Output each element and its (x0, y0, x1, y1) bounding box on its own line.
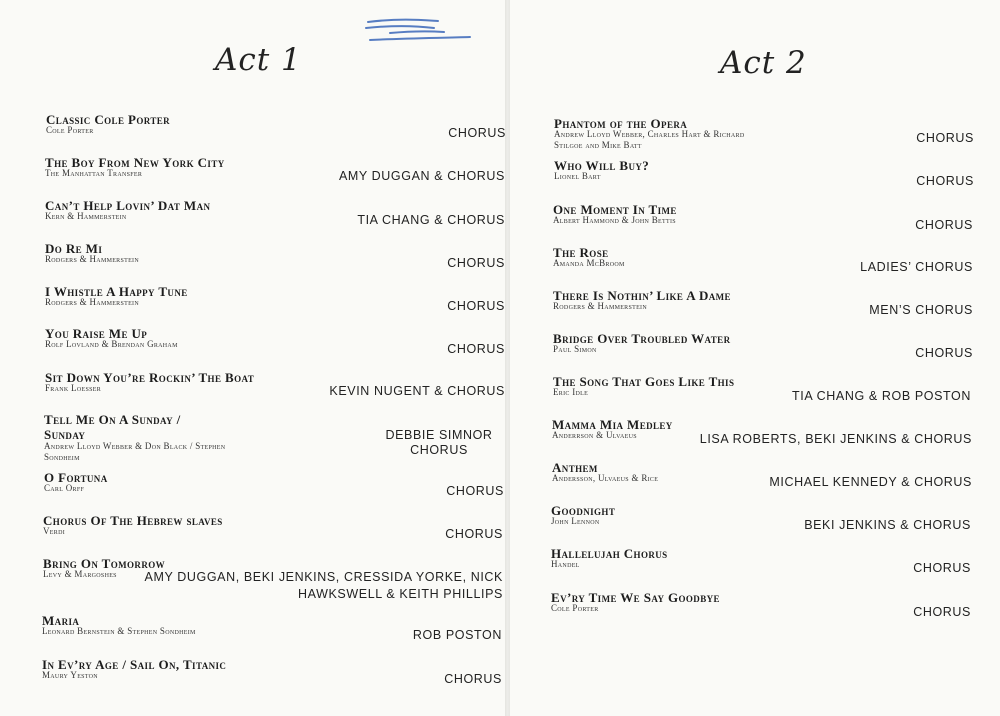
song-title: There Is Nothin’ Like A Dame (553, 288, 731, 303)
song-composer: Albert Hammond & John Bettis (553, 215, 676, 225)
act2-song (554, 116, 974, 158)
act1-song (45, 241, 505, 281)
song-title: Maria (42, 613, 80, 628)
song-composer: Frank Loesser (45, 383, 101, 393)
song-composer: Andrew Lloyd Webber & Don Black / Stephen Sondheim (44, 441, 226, 462)
act1-song (43, 556, 503, 602)
song-composer: Eric Idle (553, 387, 589, 397)
song-title: The Song That Goes Like This (553, 374, 735, 389)
act2-song (552, 417, 972, 457)
pen-scribble-mark (360, 14, 490, 48)
song-title: Anthem (552, 460, 598, 475)
song-title: In Ev’ry Age / Sail On, Titanic (42, 657, 227, 672)
song-title: Can’t Help Lovin’ Dat Man (45, 198, 211, 213)
song-composer: Cole Porter (46, 125, 94, 135)
song-composer: Cole Porter (551, 603, 599, 613)
act2-song (553, 374, 973, 414)
song-performer: LADIES’ CHORUS (860, 260, 973, 274)
song-performer: CHORUS (915, 218, 973, 232)
song-composer: The Manhattan Transfer (45, 168, 143, 178)
act1-song (43, 513, 503, 553)
act2-song (551, 590, 971, 630)
act1-song (44, 470, 504, 510)
act2-song (553, 288, 973, 328)
song-performer: CHORUS (915, 346, 973, 360)
song-title: Mamma Mia Medley (552, 417, 673, 432)
song-title: I Whistle A Happy Tune (45, 284, 188, 299)
act-1-title: Act 1 (215, 42, 302, 78)
song-performer: CHORUS (913, 605, 971, 619)
song-composer: Kern & Hammerstein (45, 211, 127, 221)
song-title: Do Re Mi (45, 241, 103, 256)
act2-song (551, 503, 971, 543)
act2-song (554, 158, 974, 198)
song-performer: TIA CHANG & CHORUS (357, 213, 505, 227)
act1-song (42, 613, 502, 653)
song-performer: AMY DUGGAN & CHORUS (338, 169, 505, 183)
song-composer: Handel (551, 559, 580, 569)
song-composer: Verdi (43, 526, 65, 536)
act2-song (553, 331, 973, 371)
song-composer: Carl Orff (44, 483, 85, 493)
song-composer: Andrew Lloyd Webber, Charles Hart & Richard Stilgoe and Mike Batt (554, 129, 745, 150)
song-performer: CHORUS (446, 484, 504, 498)
song-composer: Anderrson & Ulvaeus (552, 430, 637, 440)
song-composer: Paul Simon (553, 344, 597, 354)
song-title: Phantom of the Opera (554, 116, 688, 131)
song-performer: ROB POSTON (412, 628, 502, 642)
act1-song (45, 284, 505, 324)
act2-song (552, 460, 972, 500)
song-composer: Rodgers & Hammerstein (45, 297, 139, 307)
act1-song (45, 155, 505, 195)
song-title: Bring On Tomorrow (43, 556, 166, 571)
song-performer: CHORUS (445, 527, 503, 541)
song-composer: Rodgers & Hammerstein (45, 254, 139, 264)
act2-song (553, 245, 973, 285)
song-performer: CHORUS (447, 342, 505, 356)
song-composer: Rolf Lovland & Brendan Graham (45, 339, 178, 349)
song-composer: Amanda McBroom (553, 258, 625, 268)
song-performer: MEN’S CHORUS (869, 303, 973, 317)
act1-song (46, 112, 506, 152)
act2-song (551, 546, 971, 586)
song-performer: CHORUS (916, 174, 974, 188)
song-performer: CHORUS (916, 131, 974, 145)
song-title: Tell Me On A Sunday / Sunday (44, 412, 181, 442)
song-title: Classic Cole Porter (46, 112, 171, 127)
song-performer: DEBBIE SIMNOR CHORUS (385, 428, 493, 457)
song-composer: Maury Yeston (42, 670, 98, 680)
song-performer: CHORUS (447, 299, 505, 313)
song-title: Sit Down You’re Rockin’ The Boat (45, 370, 255, 385)
act1-song (45, 326, 505, 366)
song-performer: CHORUS (447, 256, 505, 270)
song-composer: Rodgers & Hammerstein (553, 301, 647, 311)
song-performer: CHORUS (913, 561, 971, 575)
song-title: One Moment In Time (553, 202, 677, 217)
song-performer: MICHAEL KENNEDY & CHORUS (769, 475, 972, 489)
song-performer: CHORUS (448, 126, 506, 140)
song-title: The Rose (553, 245, 609, 260)
song-title: O Fortuna (44, 470, 108, 485)
song-title: Who Will Buy? (554, 158, 650, 173)
song-performer: KEVIN NUGENT & CHORUS (329, 384, 505, 398)
song-title: Ev’ry Time We Say Goodbye (551, 590, 720, 605)
song-performer: AMY DUGGAN, BEKI JENKINS, CRESSIDA YORKE, NICK HAWKSWELL & KEITH PHILLIPS (144, 570, 503, 601)
act1-song (45, 370, 505, 410)
song-composer: Lionel Bart (554, 171, 601, 181)
song-composer: Leonard Bernstein & Stephen Sondheim (42, 626, 196, 636)
song-title: Chorus Of The Hebrew slaves (43, 513, 223, 528)
act2-song (553, 202, 973, 242)
song-composer: John Lennon (551, 516, 600, 526)
song-title: Hallelujah Chorus (551, 546, 668, 561)
song-performer: TIA CHANG & ROB POSTON (792, 389, 971, 403)
song-performer: BEKI JENKINS & CHORUS (804, 518, 971, 532)
song-title: You Raise Me Up (45, 326, 148, 341)
act1-song (44, 412, 504, 464)
song-composer: Levy & Margoshes (43, 569, 117, 579)
song-performer: LISA ROBERTS, BEKI JENKINS & CHORUS (699, 432, 972, 446)
song-title: The Boy From New York City (45, 155, 225, 170)
act1-song (45, 198, 505, 238)
song-composer: Andersson, Ulvaeus & Rice (552, 473, 659, 483)
song-performer: CHORUS (444, 672, 502, 686)
act1-song (42, 657, 502, 697)
song-title: Goodnight (551, 503, 616, 518)
act-2-title: Act 2 (720, 45, 807, 81)
song-title: Bridge Over Troubled Water (553, 331, 731, 346)
